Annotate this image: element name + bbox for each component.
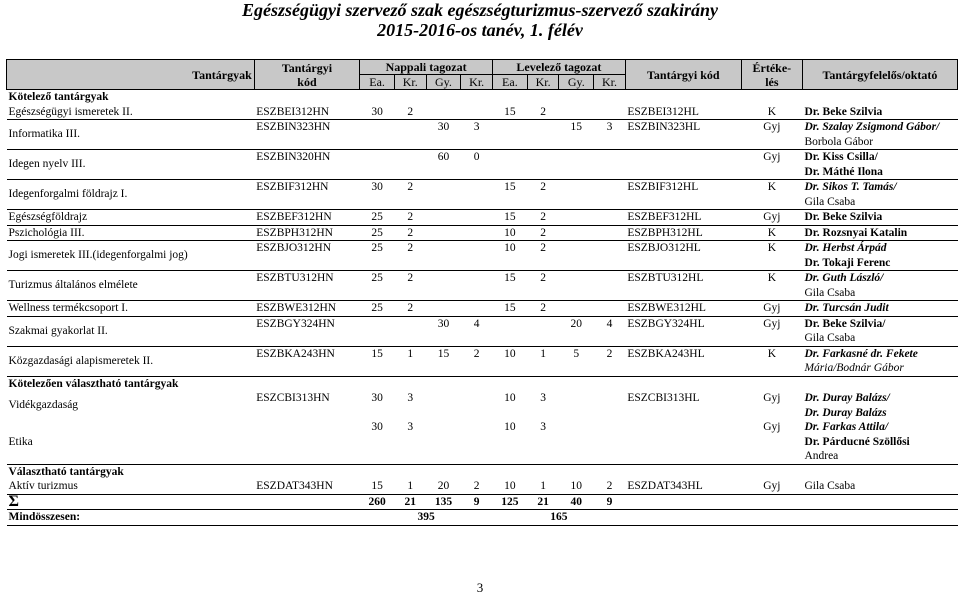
course-code-levelezo: ESZBPH312HL xyxy=(625,225,741,241)
evaluation: Gyj xyxy=(741,316,802,346)
course-name: Vidékgazdaság xyxy=(8,399,79,412)
teacher-cell xyxy=(802,180,957,210)
levelezo-kr: 3 xyxy=(527,420,559,464)
total-empty xyxy=(741,510,802,526)
evaluation: Gyj xyxy=(741,301,802,317)
nappali-kr: 2 xyxy=(394,105,426,120)
course-code-levelezo xyxy=(625,150,741,180)
nappali-ea: 25 xyxy=(360,210,395,226)
header-sub-7: Kr. xyxy=(594,75,626,90)
header-levelezo: Levelező tagozat xyxy=(492,60,625,75)
sum-label: Σ xyxy=(7,494,255,510)
levelezo-gy xyxy=(559,241,594,271)
nappali-ea: 30 xyxy=(360,105,395,120)
nappali-kr: 2 xyxy=(461,479,493,494)
nappali-ea xyxy=(360,316,395,346)
sum-row xyxy=(7,494,958,510)
levelezo-kr xyxy=(594,210,626,226)
levelezo-kr: 2 xyxy=(594,479,626,494)
nappali-gy xyxy=(426,225,461,241)
nappali-ea: 15 xyxy=(360,346,395,376)
teacher-cell xyxy=(802,391,957,420)
levelezo-kr: 1 xyxy=(527,479,559,494)
section-szabad-label: Választható tantárgyak xyxy=(8,465,124,478)
header-ertekeles-line1: Értéke- xyxy=(752,60,792,75)
course-code-levelezo: ESZBKA243HL xyxy=(625,346,741,376)
nappali-kr: 2 xyxy=(394,301,426,317)
course-row xyxy=(7,346,958,376)
course-row xyxy=(7,271,958,301)
levelezo-kr: 1 xyxy=(527,346,559,376)
levelezo-kr: 4 xyxy=(594,316,626,346)
nappali-gy xyxy=(426,241,461,271)
header-tantargyi-kod-line1: Tantárgyi xyxy=(281,60,333,75)
levelezo-ea xyxy=(492,150,527,180)
course-row xyxy=(7,120,958,150)
nappali-gy xyxy=(426,391,461,420)
teacher-cell xyxy=(802,346,957,376)
course-code: ESZDAT343HN xyxy=(254,479,359,494)
nappali-kr xyxy=(461,210,493,226)
course-name: Egészségföldrajz xyxy=(7,210,255,226)
levelezo-ea xyxy=(492,316,527,346)
levelezo-kr xyxy=(594,271,626,301)
header-sub-1: Kr. xyxy=(394,75,426,90)
sum-levelezo-value: 21 xyxy=(527,494,559,510)
teacher-name: Dr. Duray Balázs/ xyxy=(804,392,890,404)
nappali-kr: 2 xyxy=(461,346,493,376)
course-name: Közgazdasági alapismeretek II. xyxy=(7,346,255,376)
course-code: ESZBIN320HN xyxy=(254,150,359,180)
teacher-name: Dr. Guth László/ xyxy=(804,272,884,284)
course-code-levelezo: ESZCBI313HL xyxy=(627,392,700,404)
course-code: ESZBIF312HN xyxy=(254,180,359,210)
nappali-kr: 4 xyxy=(461,316,493,346)
nappali-ea: 30 xyxy=(360,420,395,464)
course-row xyxy=(7,301,958,317)
nappali-kr: 2 xyxy=(394,241,426,271)
teacher-name: Gila Csaba xyxy=(804,480,856,492)
course-row xyxy=(7,420,958,464)
sum-nappali-value: 260 xyxy=(360,494,395,510)
levelezo-ea: 15 xyxy=(492,210,527,226)
teacher-cell xyxy=(802,150,957,180)
course-row xyxy=(7,479,958,494)
levelezo-ea: 10 xyxy=(492,479,527,494)
course-row xyxy=(7,241,958,271)
course-code: ESZBEF312HN xyxy=(254,210,359,226)
course-name: Szakmai gyakorlat II. xyxy=(7,316,255,346)
evaluation: K xyxy=(741,241,802,271)
sum-levelezo-value: 9 xyxy=(594,494,626,510)
course-code-levelezo: ESZBGY324HL xyxy=(625,316,741,346)
header-nappali: Nappali tagozat xyxy=(360,60,493,75)
course-name: Wellness termékcsoport I. xyxy=(7,301,255,317)
levelezo-kr xyxy=(527,120,559,150)
nappali-gy xyxy=(426,210,461,226)
course-code-levelezo: ESZBWE312HL xyxy=(625,301,741,317)
nappali-ea: 25 xyxy=(360,225,395,241)
total-label: Mindösszesen: xyxy=(7,510,255,526)
header-tantargyi-kod-line2: kód xyxy=(297,74,317,89)
teacher-name: Gila Csaba xyxy=(804,332,856,344)
total-row xyxy=(7,510,958,526)
teacher-name: Andrea xyxy=(804,450,839,462)
header-felelos: Tantárgyfelelős/oktató xyxy=(802,60,957,90)
course-name: Jogi ismeretek III.(idegenforgalmi jog) xyxy=(7,241,255,271)
total-empty xyxy=(802,510,957,526)
header-sub-4: Ea. xyxy=(492,75,527,90)
teacher-name: Dr. Sikos T. Tamás/ xyxy=(804,181,897,193)
course-name: Pszichológia III. xyxy=(7,225,255,241)
nappali-gy: 60 xyxy=(426,150,461,180)
course-name: Turizmus általános elmélete xyxy=(7,271,255,301)
nappali-gy: 30 xyxy=(426,316,461,346)
nappali-kr xyxy=(394,316,426,346)
levelezo-kr xyxy=(594,105,626,120)
teacher-name: Dr. Turcsán Judit xyxy=(804,302,889,314)
levelezo-gy: 15 xyxy=(559,120,594,150)
course-code-levelezo: ESZBEF312HL xyxy=(625,210,741,226)
header-sub-5: Kr. xyxy=(527,75,559,90)
sum-levelezo-value: 40 xyxy=(559,494,594,510)
course-code: ESZBEI312HN xyxy=(254,105,359,120)
teacher-name: Mária/Bodnár Gábor xyxy=(804,362,904,374)
nappali-kr xyxy=(461,271,493,301)
header-tantargyi-kod-2: Tantárgyi kód xyxy=(625,60,741,90)
section-kotelezo xyxy=(7,90,958,105)
levelezo-ea: 15 xyxy=(492,271,527,301)
levelezo-kr: 2 xyxy=(594,346,626,376)
levelezo-kr xyxy=(527,316,559,346)
teacher-name: Dr. Farkasné dr. Fekete xyxy=(804,347,918,360)
teacher-name: Borbola Gábor xyxy=(804,135,874,148)
teacher-cell xyxy=(802,271,957,301)
nappali-kr: 3 xyxy=(407,392,414,404)
levelezo-gy xyxy=(559,210,594,226)
nappali-gy: 30 xyxy=(426,120,461,150)
sum-empty xyxy=(741,494,802,510)
levelezo-kr: 2 xyxy=(527,241,559,271)
teacher-name: Dr. Duray Balázs xyxy=(804,406,887,419)
header-tantargyak: Tantárgyak xyxy=(7,60,255,90)
course-code-levelezo: ESZBIF312HL xyxy=(625,180,741,210)
document-title: Egészségügyi szervező szak egészségturizmus-szervező szakirány xyxy=(241,0,718,20)
course-code xyxy=(254,420,359,464)
page-number: 3 xyxy=(476,580,484,595)
sum-empty xyxy=(625,494,741,510)
total-empty xyxy=(625,510,741,526)
nappali-ea xyxy=(360,120,395,150)
evaluation: Gyj xyxy=(763,392,781,404)
nappali-ea: 25 xyxy=(360,241,395,271)
teacher-name: Dr. Kiss Csilla/ xyxy=(804,151,878,163)
nappali-kr xyxy=(461,391,493,420)
teacher-cell xyxy=(802,316,957,346)
course-code: ESZBJO312HN xyxy=(254,241,359,271)
levelezo-ea: 10 xyxy=(492,420,527,464)
course-code-levelezo: ESZBTU312HL xyxy=(625,271,741,301)
teacher-cell xyxy=(802,120,957,150)
sum-empty xyxy=(802,494,957,510)
levelezo-kr xyxy=(594,420,626,464)
evaluation: Gyj xyxy=(741,479,802,494)
nappali-kr: 0 xyxy=(461,150,493,180)
section-valaszthato-label: Kötelezően választható tantárgyak xyxy=(8,377,179,390)
course-row xyxy=(7,105,958,120)
course-code: ESZBPH312HN xyxy=(254,225,359,241)
header-sub-3: Kr. xyxy=(461,75,493,90)
evaluation: Gyj xyxy=(741,420,802,464)
teacher-cell xyxy=(802,105,957,120)
levelezo-gy xyxy=(559,150,594,180)
levelezo-ea: 15 xyxy=(492,105,527,120)
levelezo-gy: 10 xyxy=(559,479,594,494)
sum-levelezo-value: 125 xyxy=(492,494,527,510)
document-subtitle: 2015-2016-os tanév, 1. félév xyxy=(377,20,583,40)
evaluation: K xyxy=(741,105,802,120)
levelezo-ea: 10 xyxy=(492,225,527,241)
evaluation: K xyxy=(741,271,802,301)
nappali-kr: 2 xyxy=(394,271,426,301)
section-valaszthato xyxy=(7,376,958,391)
teacher-name: Dr. Beke Szilvia/ xyxy=(804,317,886,330)
course-code: ESZBKA243HN xyxy=(254,346,359,376)
levelezo-kr: 2 xyxy=(527,180,559,210)
nappali-ea: 30 xyxy=(371,392,383,404)
levelezo-kr: 2 xyxy=(527,105,559,120)
evaluation: K xyxy=(741,225,802,241)
teacher-name: Dr. Párducné Szöllősi xyxy=(804,435,910,448)
levelezo-ea: 15 xyxy=(492,180,527,210)
header-ertekeles-line2: lés xyxy=(765,74,779,89)
levelezo-gy xyxy=(559,105,594,120)
course-name: Informatika III. xyxy=(7,120,255,150)
header-sub-6: Gy. xyxy=(559,75,594,90)
teacher-cell xyxy=(802,301,957,317)
levelezo-kr xyxy=(527,150,559,180)
levelezo-kr: 2 xyxy=(527,301,559,317)
nappali-kr: 2 xyxy=(394,225,426,241)
nappali-ea: 15 xyxy=(360,479,395,494)
levelezo-kr: 3 xyxy=(540,392,546,404)
course-code: ESZBTU312HN xyxy=(254,271,359,301)
teacher-cell xyxy=(802,225,957,241)
course-code-levelezo: ESZDAT343HL xyxy=(625,479,741,494)
sum-code-empty xyxy=(254,494,359,510)
course-name: Etika xyxy=(7,420,255,464)
levelezo-gy xyxy=(559,391,594,420)
header-ertekeles xyxy=(741,60,802,90)
nappali-kr: 1 xyxy=(394,479,426,494)
teacher-cell xyxy=(802,479,957,494)
teacher-cell xyxy=(802,210,957,226)
sum-nappali-value: 21 xyxy=(394,494,426,510)
course-code-levelezo xyxy=(625,420,741,464)
nappali-kr xyxy=(394,150,426,180)
total-code-empty xyxy=(254,510,359,526)
levelezo-gy: 20 xyxy=(559,316,594,346)
levelezo-kr xyxy=(594,150,626,180)
evaluation: Gyj xyxy=(741,150,802,180)
course-row xyxy=(7,210,958,226)
nappali-ea: 30 xyxy=(360,180,395,210)
levelezo-kr xyxy=(594,301,626,317)
nappali-kr xyxy=(394,120,426,150)
course-row xyxy=(7,225,958,241)
course-row xyxy=(7,391,958,420)
nappali-kr: 3 xyxy=(461,120,493,150)
nappali-gy: 15 xyxy=(426,346,461,376)
nappali-ea: 25 xyxy=(360,271,395,301)
levelezo-ea: 10 xyxy=(504,392,516,404)
evaluation: K xyxy=(741,180,802,210)
evaluation: Gyj xyxy=(741,120,802,150)
course-row xyxy=(7,150,958,180)
levelezo-gy xyxy=(559,301,594,317)
course-name: Aktív turizmus xyxy=(7,479,255,494)
header-sub-2: Gy. xyxy=(426,75,461,90)
nappali-ea xyxy=(360,150,395,180)
course-code-levelezo: ESZBIN323HL xyxy=(625,120,741,150)
levelezo-kr: 3 xyxy=(594,120,626,150)
section-kotelezo-label: Kötelező tantárgyak xyxy=(8,91,109,103)
levelezo-kr: 2 xyxy=(527,225,559,241)
nappali-kr xyxy=(461,225,493,241)
levelezo-gy xyxy=(559,180,594,210)
evaluation: Gyj xyxy=(741,210,802,226)
teacher-name: Dr. Farkas Attila/ xyxy=(804,421,889,433)
course-row xyxy=(7,316,958,346)
evaluation: K xyxy=(741,346,802,376)
course-name: Egészségügyi ismeretek II. xyxy=(7,105,255,120)
course-row xyxy=(7,180,958,210)
levelezo-kr: 2 xyxy=(527,271,559,301)
levelezo-kr xyxy=(594,180,626,210)
levelezo-kr xyxy=(594,225,626,241)
nappali-gy xyxy=(426,420,461,464)
levelezo-gy xyxy=(559,420,594,464)
nappali-kr: 2 xyxy=(394,180,426,210)
levelezo-ea: 15 xyxy=(492,301,527,317)
teacher-name: Dr. Máthé Ilona xyxy=(804,165,883,178)
teacher-name: Dr. Tokaji Ferenc xyxy=(804,256,891,269)
teacher-name: Gila Csaba xyxy=(804,286,856,299)
nappali-kr xyxy=(461,301,493,317)
nappali-kr: 1 xyxy=(394,346,426,376)
teacher-name: Dr. Beke Szilvia xyxy=(804,105,883,118)
nappali-kr xyxy=(461,180,493,210)
header-sub-0: Ea. xyxy=(360,75,395,90)
nappali-gy xyxy=(426,105,461,120)
course-code: ESZBIN323HN xyxy=(254,120,359,150)
course-code: ESZBGY324HN xyxy=(254,316,359,346)
course-code-levelezo: ESZBJO312HL xyxy=(625,241,741,271)
nappali-gy xyxy=(426,301,461,317)
course-code: ESZCBI313HN xyxy=(256,392,330,404)
course-code-levelezo: ESZBEI312HL xyxy=(625,105,741,120)
teacher-cell xyxy=(802,241,957,271)
teacher-name: Dr. Szalay Zsigmond Gábor/ xyxy=(804,121,940,133)
teacher-name: Dr. Beke Szilvia xyxy=(804,211,883,223)
levelezo-gy xyxy=(559,271,594,301)
levelezo-kr xyxy=(594,391,626,420)
total-nappali: 395 xyxy=(360,510,493,526)
levelezo-ea xyxy=(492,120,527,150)
teacher-name: Dr. Rozsnyai Katalin xyxy=(804,226,908,239)
nappali-gy xyxy=(426,271,461,301)
section-szabad xyxy=(7,464,958,479)
nappali-kr xyxy=(461,420,493,464)
levelezo-ea: 10 xyxy=(492,241,527,271)
levelezo-gy xyxy=(559,225,594,241)
course-name: Idegenforgalmi földrajz I. xyxy=(7,180,255,210)
header-tantargyi-kod xyxy=(254,60,359,90)
nappali-kr: 2 xyxy=(394,210,426,226)
teacher-name: Dr. Herbst Árpád xyxy=(804,242,887,254)
total-levelezo: 165 xyxy=(492,510,625,526)
teacher-cell xyxy=(802,420,957,464)
sum-nappali-value: 135 xyxy=(426,494,461,510)
course-code: ESZBWE312HN xyxy=(254,301,359,317)
levelezo-ea: 10 xyxy=(492,346,527,376)
course-name: Idegen nyelv III. xyxy=(7,150,255,180)
curriculum-table xyxy=(6,59,958,526)
levelezo-gy: 5 xyxy=(559,346,594,376)
nappali-gy: 20 xyxy=(426,479,461,494)
nappali-kr: 3 xyxy=(394,420,426,464)
nappali-kr xyxy=(461,105,493,120)
sum-nappali-value: 9 xyxy=(461,494,493,510)
nappali-kr xyxy=(461,241,493,271)
nappali-ea: 25 xyxy=(360,301,395,317)
nappali-gy xyxy=(426,180,461,210)
levelezo-kr xyxy=(594,241,626,271)
teacher-name: Gila Csaba xyxy=(804,195,856,208)
curriculum-table-wrapper xyxy=(6,59,958,526)
levelezo-kr: 2 xyxy=(527,210,559,226)
